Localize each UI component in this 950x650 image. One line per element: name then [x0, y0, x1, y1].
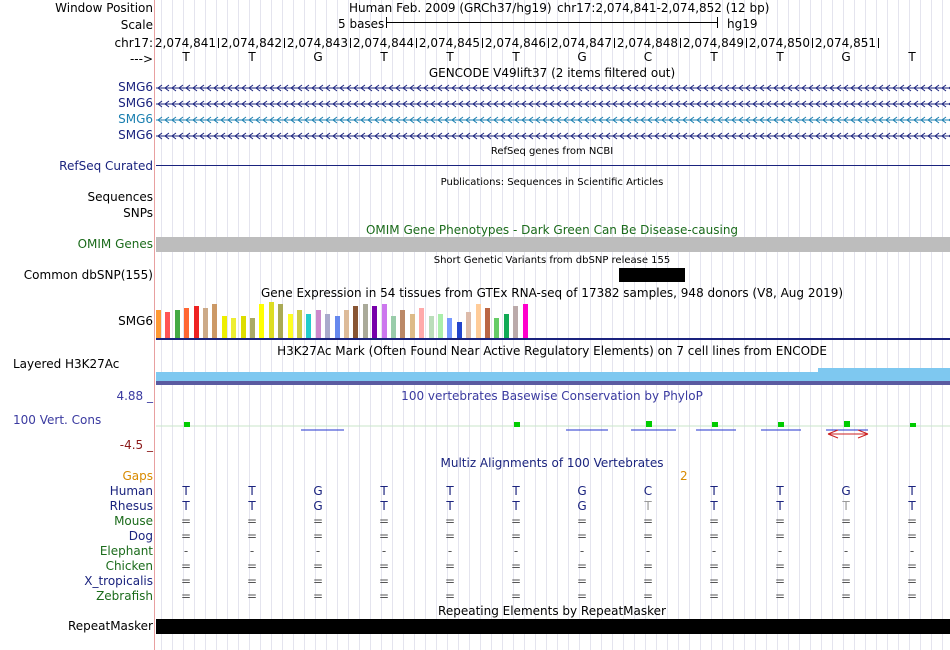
alignment-base: = — [510, 514, 522, 528]
guideline — [612, 0, 613, 650]
ruler-tick — [878, 38, 879, 48]
guideline — [700, 0, 701, 650]
guideline — [920, 0, 921, 650]
repeatmasker-label[interactable]: RepeatMasker — [67, 619, 153, 633]
alignment-base: T — [908, 484, 916, 498]
alignment-base: T — [446, 499, 454, 513]
guideline — [766, 0, 767, 650]
gtex-tissue-bar[interactable] — [288, 314, 293, 338]
strand-label: ---> — [129, 52, 153, 66]
alignment-base: - — [909, 544, 915, 558]
alignment-base: - — [513, 544, 519, 558]
ruler-position: 2,074,846 — [484, 36, 546, 50]
phylop-variant-mark — [828, 430, 868, 438]
sequences-label[interactable]: Sequences — [87, 190, 153, 204]
alignment-base: = — [180, 589, 192, 603]
gtex-expression-bars[interactable] — [156, 300, 556, 338]
gtex-tissue-bar[interactable] — [306, 314, 311, 338]
guideline — [799, 0, 800, 650]
guideline — [898, 0, 899, 650]
gtex-tissue-bar[interactable] — [429, 316, 434, 338]
ruler-base: G — [313, 50, 323, 64]
phylop-score-mark — [844, 421, 850, 427]
ruler-tick — [482, 38, 483, 48]
ruler-tick — [812, 38, 813, 48]
phylop-label[interactable]: 100 Vert. Cons — [13, 413, 102, 427]
species-label[interactable]: Elephant — [99, 544, 153, 558]
guideline — [733, 0, 734, 650]
gtex-tissue-bar[interactable] — [438, 314, 443, 338]
alignment-base: = — [510, 589, 522, 603]
gencode-title: GENCODE V49lift37 (2 items filtered out) — [428, 66, 676, 80]
phylop-min-label: -4.5 _ — [119, 438, 153, 452]
alignment-base: - — [381, 544, 387, 558]
h3k27ac-signal-base — [156, 381, 950, 385]
guideline — [931, 0, 932, 650]
alignment-base: = — [774, 574, 786, 588]
species-label[interactable]: X_tropicalis — [84, 574, 153, 588]
repeatmasker-block[interactable] — [156, 619, 950, 634]
alignment-base: = — [312, 514, 324, 528]
gtex-title: Gene Expression in 54 tissues from GTEx RNA-seq of 17382 samples, 948 donors (V8, Aug 2019) — [260, 286, 844, 300]
alignment-base: T — [380, 499, 388, 513]
alignment-base: G — [841, 484, 851, 498]
alignment-base: = — [312, 529, 324, 543]
species-label[interactable]: Chicken — [105, 559, 153, 573]
alignment-base: T — [512, 484, 520, 498]
gtex-tissue-bar[interactable] — [391, 316, 396, 338]
alignment-base: = — [906, 559, 918, 573]
gtex-tissue-bar[interactable] — [419, 308, 424, 338]
alignment-base: = — [246, 529, 258, 543]
guideline — [656, 0, 657, 650]
alignment-base: = — [378, 589, 390, 603]
guideline — [810, 0, 811, 650]
refseq-track-line[interactable] — [156, 165, 950, 166]
gtex-tissue-bar[interactable] — [523, 304, 528, 338]
gencode-gene-label-3[interactable]: SMG6 — [118, 112, 153, 126]
alignment-base: = — [774, 559, 786, 573]
alignment-base: = — [906, 529, 918, 543]
ruler-tick — [350, 38, 351, 48]
alignment-base: = — [708, 574, 720, 588]
guideline — [854, 0, 855, 650]
omim-feature-bar[interactable] — [156, 237, 950, 252]
ruler-base: T — [908, 50, 916, 64]
alignment-base: = — [246, 589, 258, 603]
gtex-tissue-bar[interactable] — [410, 314, 415, 338]
alignment-base: = — [312, 559, 324, 573]
gencode-gene-label-1[interactable]: SMG6 — [118, 80, 153, 94]
phylop-plot[interactable] — [156, 400, 950, 450]
alignment-base: - — [777, 544, 783, 558]
alignment-base: = — [378, 514, 390, 528]
guideline — [623, 0, 624, 650]
alignment-base: = — [180, 559, 192, 573]
alignment-base: = — [774, 589, 786, 603]
alignment-base: T — [710, 499, 718, 513]
alignment-base: T — [776, 484, 784, 498]
alignment-base: - — [183, 544, 189, 558]
gencode-gene-label-2[interactable]: SMG6 — [118, 96, 153, 110]
phylop-score-mark — [184, 422, 190, 427]
ruler-base: T — [182, 50, 190, 64]
gencode-transcript-line[interactable] — [156, 83, 950, 93]
alignment-base: - — [249, 544, 255, 558]
ruler-base: T — [710, 50, 718, 64]
scale-bar-right-tick — [717, 17, 718, 28]
multiz-title: Multiz Alignments of 100 Vertebrates — [440, 456, 664, 470]
alignment-base: T — [182, 499, 190, 513]
alignment-base: = — [906, 589, 918, 603]
ruler-tick — [680, 38, 681, 48]
alignment-base: = — [378, 574, 390, 588]
ruler-tick — [746, 38, 747, 48]
ruler-position: 2,074,851 — [814, 36, 876, 50]
gaps-value: 2 — [680, 469, 688, 483]
gtex-tissue-bar[interactable] — [250, 318, 255, 338]
species-label[interactable]: Human — [109, 484, 153, 498]
gtex-tissue-bar[interactable] — [259, 304, 264, 338]
alignment-base: - — [579, 544, 585, 558]
gtex-tissue-bar[interactable] — [372, 306, 377, 338]
alignment-base: - — [711, 544, 717, 558]
alignment-base: = — [378, 559, 390, 573]
scale-db: hg19 — [727, 17, 758, 31]
dbsnp-label[interactable]: Common dbSNP(155) — [23, 268, 153, 282]
chrom-label: chr17: — [114, 36, 153, 50]
guideline — [942, 0, 943, 650]
alignment-base: = — [444, 514, 456, 528]
alignment-base: = — [246, 559, 258, 573]
gtex-tissue-bar[interactable] — [175, 310, 180, 338]
alignment-base: - — [315, 544, 321, 558]
ruler-base: G — [841, 50, 851, 64]
gtex-tissue-bar[interactable] — [466, 312, 471, 338]
ruler-position: 2,074,847 — [550, 36, 612, 50]
ruler-tick — [416, 38, 417, 48]
scale-text: 5 bases — [338, 17, 385, 31]
ruler-position: 2,074,845 — [418, 36, 480, 50]
alignment-base: = — [444, 589, 456, 603]
alignment-base: - — [645, 544, 651, 558]
alignment-base: = — [312, 574, 324, 588]
alignment-base: T — [380, 484, 388, 498]
gtex-tissue-bar[interactable] — [316, 310, 321, 338]
ruler-base: T — [248, 50, 256, 64]
alignment-base: = — [906, 514, 918, 528]
alignment-base: = — [642, 559, 654, 573]
gtex-tissue-bar[interactable] — [353, 306, 358, 338]
alignment-base: = — [774, 529, 786, 543]
alignment-base: T — [248, 484, 256, 498]
gtex-tissue-bar[interactable] — [447, 318, 452, 338]
guideline — [568, 0, 569, 650]
alignment-base: - — [447, 544, 453, 558]
alignment-base: = — [246, 574, 258, 588]
alignment-base: = — [840, 574, 852, 588]
alignment-base: = — [180, 574, 192, 588]
ruler-position: 2,074,850 — [748, 36, 810, 50]
ruler-tick — [218, 38, 219, 48]
phylop-score-mark — [712, 422, 718, 427]
guideline — [755, 0, 756, 650]
alignment-base: T — [644, 499, 652, 513]
phylop-score-mark — [910, 423, 916, 427]
ruler-base: T — [512, 50, 520, 64]
ruler-base: T — [446, 50, 454, 64]
gaps-label: Gaps — [122, 469, 153, 483]
guideline — [722, 0, 723, 650]
alignment-base: = — [840, 514, 852, 528]
alignment-base: T — [908, 499, 916, 513]
gtex-tissue-bar[interactable] — [344, 310, 349, 338]
refseq-label[interactable]: RefSeq Curated — [59, 159, 153, 173]
publications-title: Publications: Sequences in Scientific Articles — [440, 177, 664, 188]
gtex-label[interactable]: SMG6 — [118, 314, 153, 328]
refseq-title: RefSeq genes from NCBI — [490, 146, 614, 157]
ruler-position: 2,074,849 — [682, 36, 744, 50]
alignment-base: = — [246, 514, 258, 528]
gtex-baseline — [156, 338, 950, 340]
guideline — [667, 0, 668, 650]
guideline — [832, 0, 833, 650]
gtex-tissue-bar[interactable] — [212, 304, 217, 338]
gtex-tissue-bar[interactable] — [494, 318, 499, 338]
alignment-base: G — [313, 484, 323, 498]
alignment-base: = — [708, 589, 720, 603]
gtex-tissue-bar[interactable] — [156, 310, 161, 338]
gtex-tissue-bar[interactable] — [184, 308, 189, 338]
omim-label[interactable]: OMIM Genes — [77, 237, 153, 251]
alignment-base: = — [444, 574, 456, 588]
ruler-tick — [284, 38, 285, 48]
alignment-base: = — [510, 529, 522, 543]
alignment-base: = — [840, 529, 852, 543]
alignment-base: C — [643, 484, 653, 498]
alignment-base: = — [312, 589, 324, 603]
alignment-base: = — [444, 529, 456, 543]
ruler-position: 2,074,843 — [286, 36, 348, 50]
alignment-base: = — [576, 514, 588, 528]
alignment-base: T — [842, 499, 850, 513]
alignment-base: G — [577, 499, 587, 513]
alignment-base: = — [180, 529, 192, 543]
phylop-score-mark — [778, 422, 784, 427]
ruler-tick — [614, 38, 615, 48]
alignment-base: T — [776, 499, 784, 513]
gtex-tissue-bar[interactable] — [278, 304, 283, 338]
alignment-base: = — [840, 589, 852, 603]
alignment-base: G — [313, 499, 323, 513]
gtex-tissue-bar[interactable] — [513, 306, 518, 338]
phylop-title: 100 vertebrates Basewise Conservation by PhyloP — [401, 389, 703, 403]
gtex-tissue-bar[interactable] — [476, 304, 481, 338]
alignment-base: = — [378, 529, 390, 543]
gtex-tissue-bar[interactable] — [241, 316, 246, 338]
guideline — [887, 0, 888, 650]
alignment-base: T — [182, 484, 190, 498]
gtex-tissue-bar[interactable] — [504, 314, 509, 338]
dbsnp-variant-block[interactable] — [619, 268, 685, 282]
gtex-tissue-bar[interactable] — [269, 302, 274, 338]
ruler-position: 2,074,848 — [616, 36, 678, 50]
track-labels-column — [0, 0, 155, 650]
scale-label: Scale — [120, 18, 153, 32]
alignment-base: = — [708, 529, 720, 543]
alignment-base: = — [180, 514, 192, 528]
gtex-tissue-bar[interactable] — [222, 316, 227, 338]
alignment-base: - — [843, 544, 849, 558]
alignment-base: = — [444, 559, 456, 573]
alignment-base: = — [642, 574, 654, 588]
alignment-base: T — [710, 484, 718, 498]
alignment-base: = — [510, 574, 522, 588]
gtex-tissue-bar[interactable] — [297, 310, 302, 338]
gtex-tissue-bar[interactable] — [457, 322, 462, 338]
omim-title: OMIM Gene Phenotypes - Dark Green Can Be Disease-causing — [365, 223, 739, 237]
gtex-tissue-bar[interactable] — [165, 312, 170, 338]
alignment-base: T — [446, 484, 454, 498]
repeat-title: Repeating Elements by RepeatMasker — [438, 604, 666, 618]
guideline — [876, 0, 877, 650]
gtex-tissue-bar[interactable] — [325, 314, 330, 338]
gtex-tissue-bar[interactable] — [203, 308, 208, 338]
gtex-tissue-bar[interactable] — [382, 304, 387, 338]
ruler-base: T — [776, 50, 784, 64]
gencode-gene-label-4[interactable]: SMG6 — [118, 128, 153, 142]
guideline — [788, 0, 789, 650]
h3k27ac-title: H3K27Ac Mark (Often Found Near Active Regulatory Elements) on 7 cell lines from ENCODE — [277, 344, 827, 358]
dbsnp-title: Short Genetic Variants from dbSNP release 155 — [433, 255, 671, 266]
ruler-base: T — [380, 50, 388, 64]
snps-label[interactable]: SNPs — [123, 206, 153, 220]
alignment-base: T — [512, 499, 520, 513]
alignment-base: = — [774, 514, 786, 528]
ruler-position: 2,074,844 — [352, 36, 414, 50]
alignment-base: T — [248, 499, 256, 513]
gtex-tissue-bar[interactable] — [400, 310, 405, 338]
species-label[interactable]: Dog — [128, 529, 153, 543]
guideline — [689, 0, 690, 650]
ruler-position: 2,074,841 — [154, 36, 216, 50]
alignment-base: G — [577, 484, 587, 498]
ruler-base: G — [577, 50, 587, 64]
gtex-tissue-bar[interactable] — [231, 318, 236, 338]
alignment-base: = — [576, 559, 588, 573]
alignment-base: = — [510, 559, 522, 573]
gtex-tissue-bar[interactable] — [485, 308, 490, 338]
phylop-score-mark — [514, 422, 520, 427]
guideline — [634, 0, 635, 650]
alignment-base: = — [576, 589, 588, 603]
guideline — [557, 0, 558, 650]
guideline — [601, 0, 602, 650]
h3k27ac-label[interactable]: Layered H3K27Ac — [13, 357, 120, 371]
alignment-base: = — [642, 529, 654, 543]
species-label[interactable]: Mouse — [114, 514, 153, 528]
phylop-score-mark — [646, 421, 652, 427]
gtex-tissue-bar[interactable] — [335, 316, 340, 338]
phylop-max-label: 4.88 _ — [116, 389, 153, 403]
guideline — [865, 0, 866, 650]
guideline — [821, 0, 822, 650]
guideline — [590, 0, 591, 650]
alignment-base: = — [906, 574, 918, 588]
scale-bar — [386, 22, 718, 23]
gtex-tissue-bar[interactable] — [363, 304, 368, 338]
assembly-text: Human Feb. 2009 (GRCh37/hg19) — [349, 1, 552, 15]
ruler-tick — [548, 38, 549, 48]
alignment-base: = — [642, 514, 654, 528]
alignment-base: = — [708, 514, 720, 528]
gencode-transcript-line[interactable] — [156, 99, 950, 109]
ruler-base: C — [643, 50, 653, 64]
ruler-position: 2,074,842 — [220, 36, 282, 50]
guideline — [744, 0, 745, 650]
alignment-base: = — [576, 529, 588, 543]
gtex-tissue-bar[interactable] — [194, 306, 199, 338]
species-label[interactable]: Rhesus — [109, 499, 153, 513]
alignment-base: = — [840, 559, 852, 573]
alignment-base: = — [642, 589, 654, 603]
species-label[interactable]: Zebrafish — [96, 589, 153, 603]
window-position-label: Window Position — [55, 1, 153, 15]
position-text: chr17:2,074,841-2,074,852 (12 bp) — [557, 1, 770, 15]
gencode-transcript-line[interactable] — [156, 115, 950, 125]
guideline — [678, 0, 679, 650]
alignment-base: = — [708, 559, 720, 573]
gencode-transcript-line[interactable] — [156, 131, 950, 141]
alignment-base: = — [576, 574, 588, 588]
